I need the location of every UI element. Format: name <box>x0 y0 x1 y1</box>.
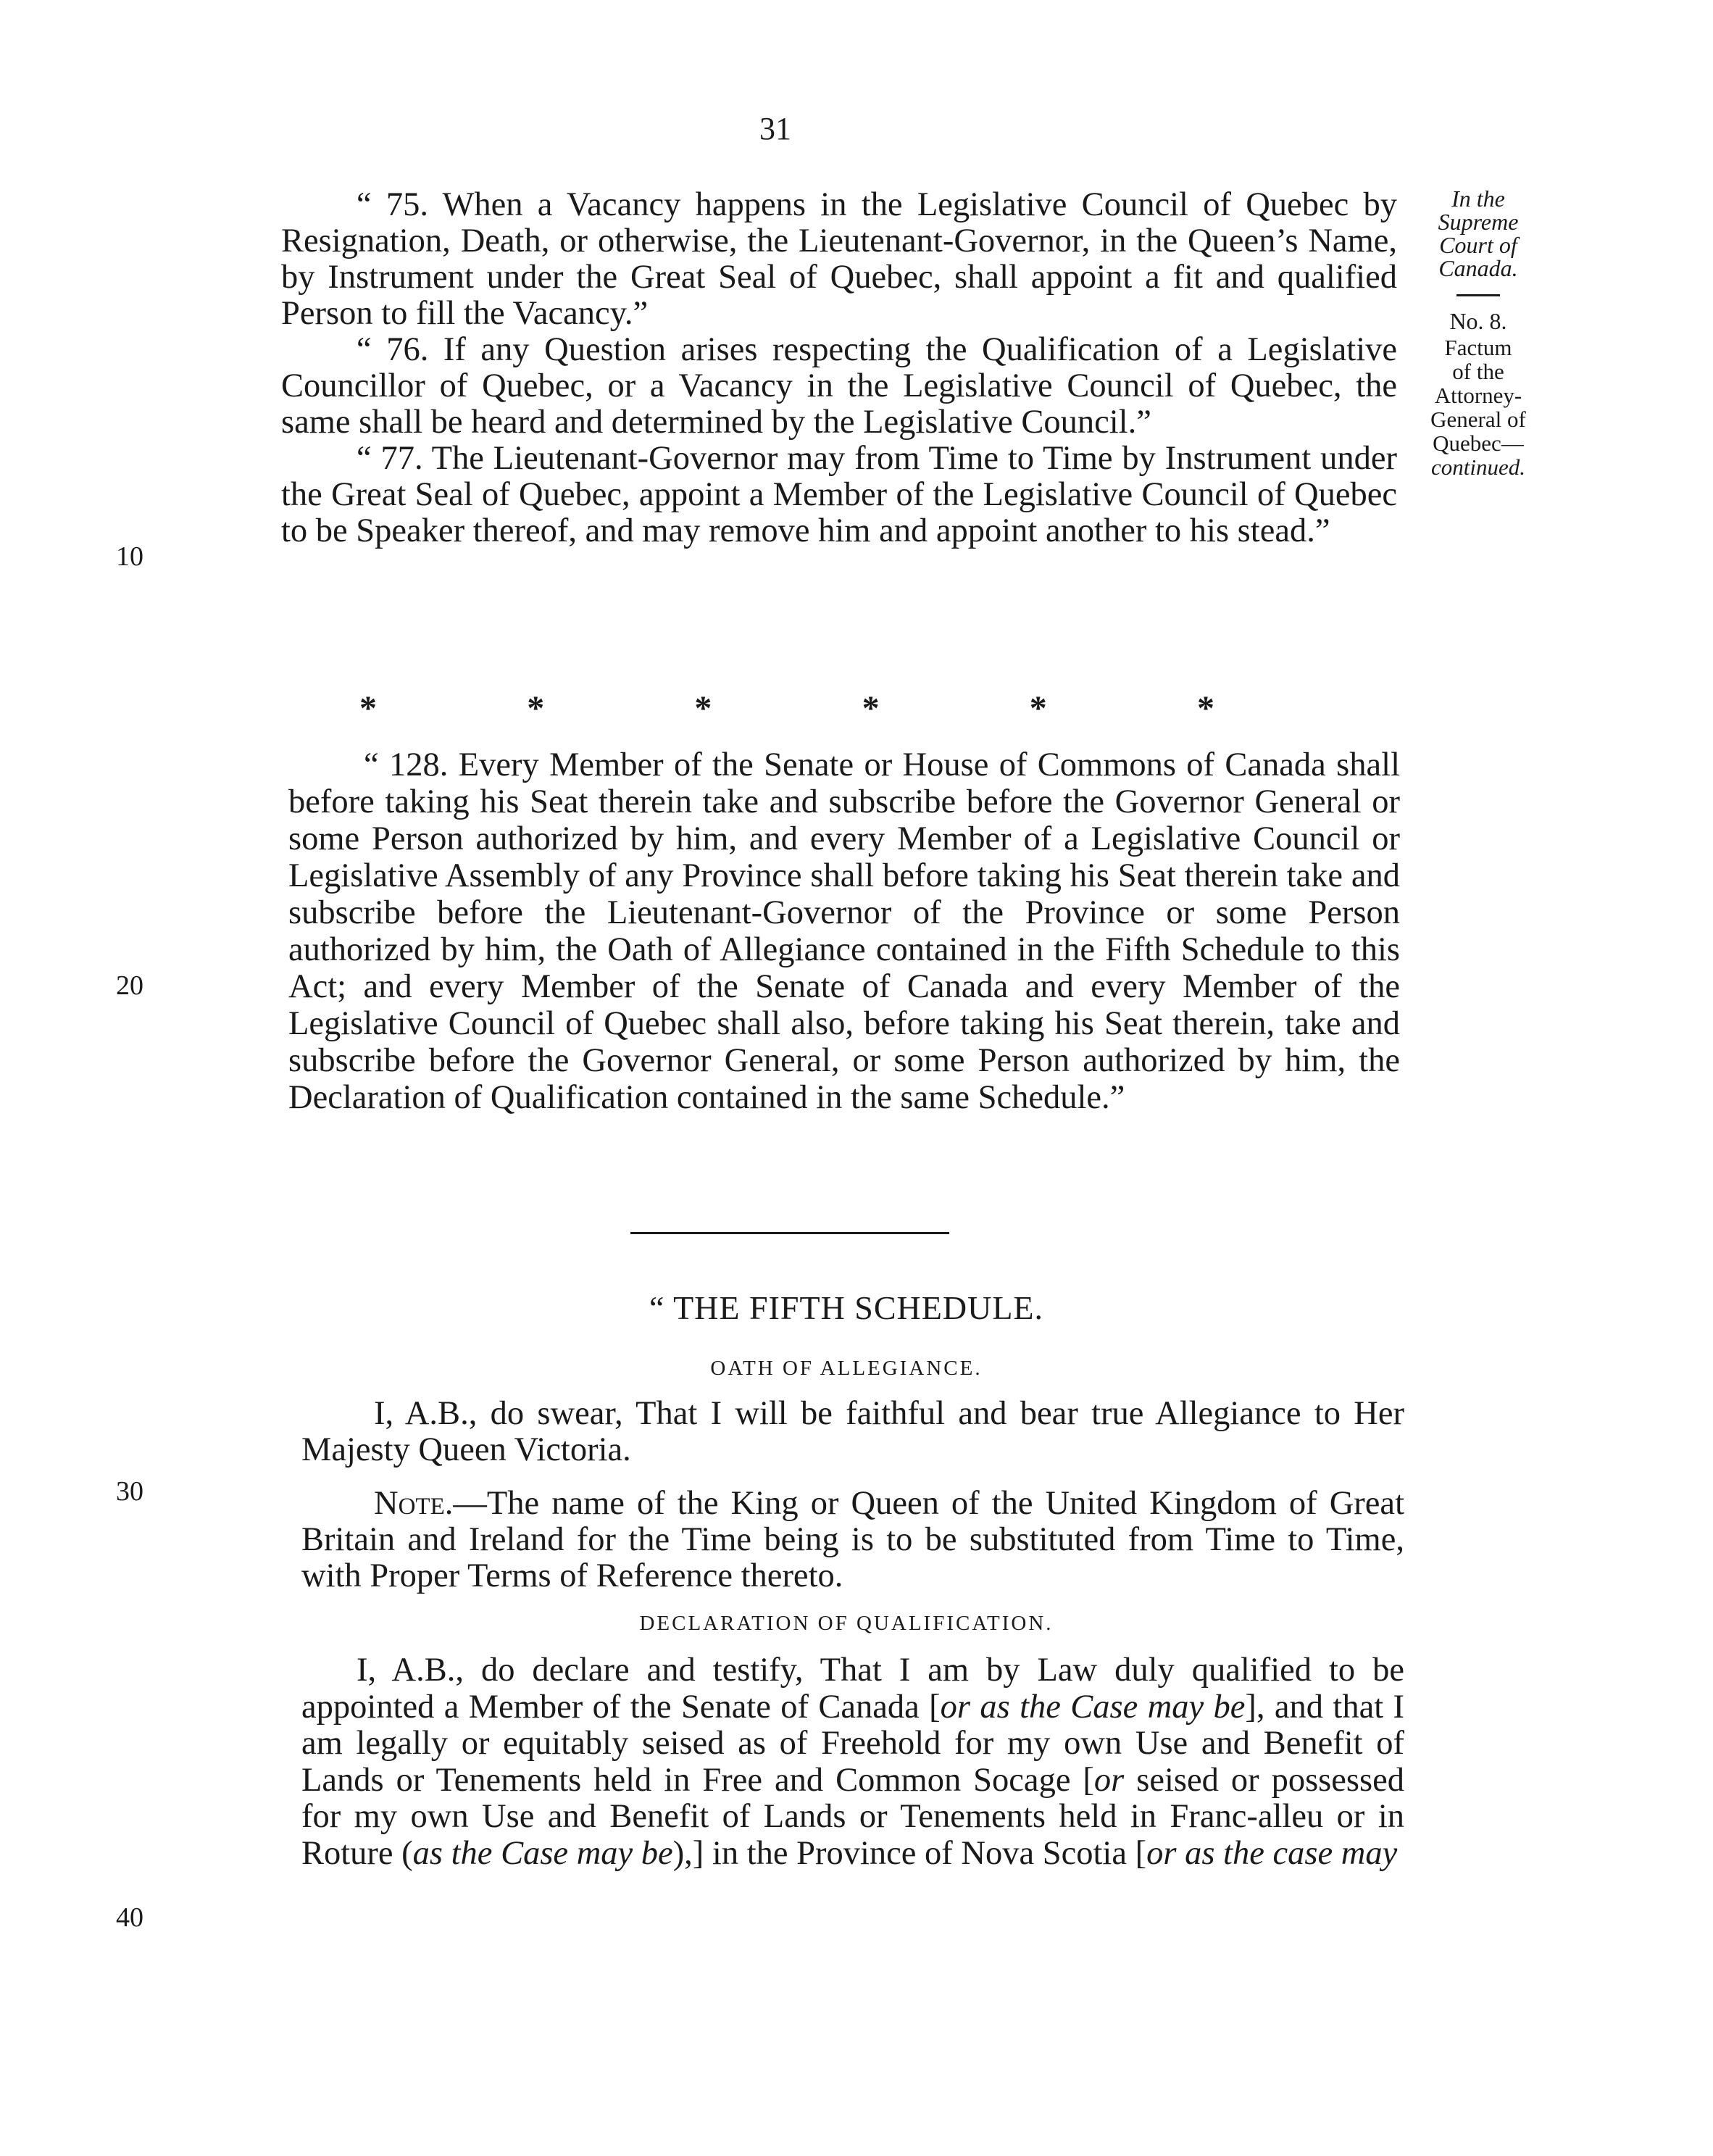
declaration-part-2: ], and that I am legally or equitably seised as of Freehold for my own Use and Benefit of Lands or Tenements held in Free and Common Socage [ <box>301 1688 1404 1799</box>
margin-continued: continued. <box>1431 454 1525 480</box>
margin-court-line-2: Supreme <box>1438 209 1519 235</box>
declaration-text <box>301 1652 1404 1872</box>
divider-rule <box>630 1232 949 1234</box>
line-number-40: 40 <box>116 1902 143 1933</box>
margin-desc-line-3: Attorney- <box>1434 383 1522 408</box>
section-76: “ 76. If any Question arises respecting the Qualification of a Legislative Councillor of Quebec, or a Vacancy in the Legislative Council of Quebec, the same shall be heard and determined by the Legislative Council.” <box>281 331 1397 441</box>
sections-75-77 <box>281 187 1397 549</box>
star: * <box>694 689 712 728</box>
declaration-block <box>301 1652 1404 1872</box>
star: * <box>1029 689 1047 728</box>
margin-desc-line-1: Factum <box>1444 335 1512 360</box>
oath-block <box>301 1396 1404 1594</box>
margin-note <box>1413 187 1543 479</box>
star: * <box>527 689 545 728</box>
declaration-heading: DECLARATION OF QUALIFICATION. <box>639 1612 1054 1635</box>
declaration-part-4: ),] in the Province of Nova Scotia [ <box>672 1834 1147 1872</box>
margin-court-line-1: In the <box>1451 186 1505 212</box>
section-128-block <box>288 746 1400 1116</box>
section-75: “ 75. When a Vacancy happens in the Legislative Council of Quebec by Resignation, Death, or otherwise, the Lieutenant-Governor, in the Queen’s Name, by Instrument under the Great Seal of Quebec, shall appoint a fit and qualified Person to fill the Vacancy.” <box>281 186 1397 332</box>
stars-separator <box>359 688 1214 728</box>
schedule-title: “ THE FIFTH SCHEDULE. <box>649 1289 1044 1326</box>
declaration-italic-4: or as the case may <box>1146 1834 1398 1872</box>
oath-text: I, A.B., do swear, That I will be faithful and bear true Allegiance to Her Majesty Queen Victoria. <box>301 1395 1404 1468</box>
margin-rule <box>1456 294 1500 296</box>
declaration-part-3: seised or possessed for my own Use and Benefit of Lands or Tenements held in Franc-alleu or in Roture ( <box>301 1761 1404 1872</box>
section-77: “ 77. The Lieutenant-Governor may from Time to Time by Instrument under the Great Seal of Quebec, appoint a Member of the Legislative Council of Quebec to be Speaker thereof, and may remove him and appoint another to his stead.” <box>281 440 1397 549</box>
declaration-part-1: I, A.B., do declare and testify, That I am by Law duly qualified to be appointed a Member of the Senate of Canada [ <box>301 1652 1404 1726</box>
declaration-italic-3: as the Case may be <box>412 1834 673 1872</box>
note-label: Note. <box>374 1485 454 1522</box>
margin-desc-line-5: Quebec— <box>1433 430 1524 456</box>
star: * <box>359 689 377 728</box>
margin-court-line-3: Court of <box>1439 232 1517 258</box>
oath-heading: OATH OF ALLEGIANCE. <box>710 1357 983 1380</box>
page-number: 31 <box>759 111 791 146</box>
declaration-italic-1: or as the Case may be <box>940 1688 1246 1726</box>
star: * <box>862 689 880 728</box>
line-number-10: 10 <box>116 541 143 572</box>
declaration-italic-2: or <box>1093 1761 1125 1799</box>
line-number-20: 20 <box>116 970 143 1001</box>
margin-desc-line-4: General of <box>1430 407 1526 432</box>
margin-desc-line-2: of the <box>1452 359 1504 384</box>
star: * <box>1196 689 1214 728</box>
line-number-30: 30 <box>116 1476 143 1507</box>
margin-court-line-4: Canada. <box>1438 255 1518 281</box>
note-paragraph <box>301 1486 1404 1594</box>
note-text: —The name of the King or Queen of the United Kingdom of Great Britain and Ireland for the Time being is to be substituted from Time to Time, with Proper Terms of Reference thereto. <box>301 1485 1404 1594</box>
section-128: “ 128. Every Member of the Senate or House of Commons of Canada shall before taking his Seat therein take and subscribe before the Governor General or some Person authorized by him, and every Member of a Legislative Council or Legislative Assembly of any Province shall before taking his Seat therein take and subscribe before the Lieutenant-Governor of the Province or some Person authorized by him, the Oath of Allegiance contained in the Fifth Schedule to this Act; and every Member of the Senate of Canada and every Member of the Legislative Council of Quebec shall also, before taking his Seat therein, take and subscribe before the Governor General, or some Person authorized by him, the Declaration of Qualification contained in the same Schedule.” <box>288 746 1400 1116</box>
margin-document-number: No. 8. <box>1449 308 1507 334</box>
